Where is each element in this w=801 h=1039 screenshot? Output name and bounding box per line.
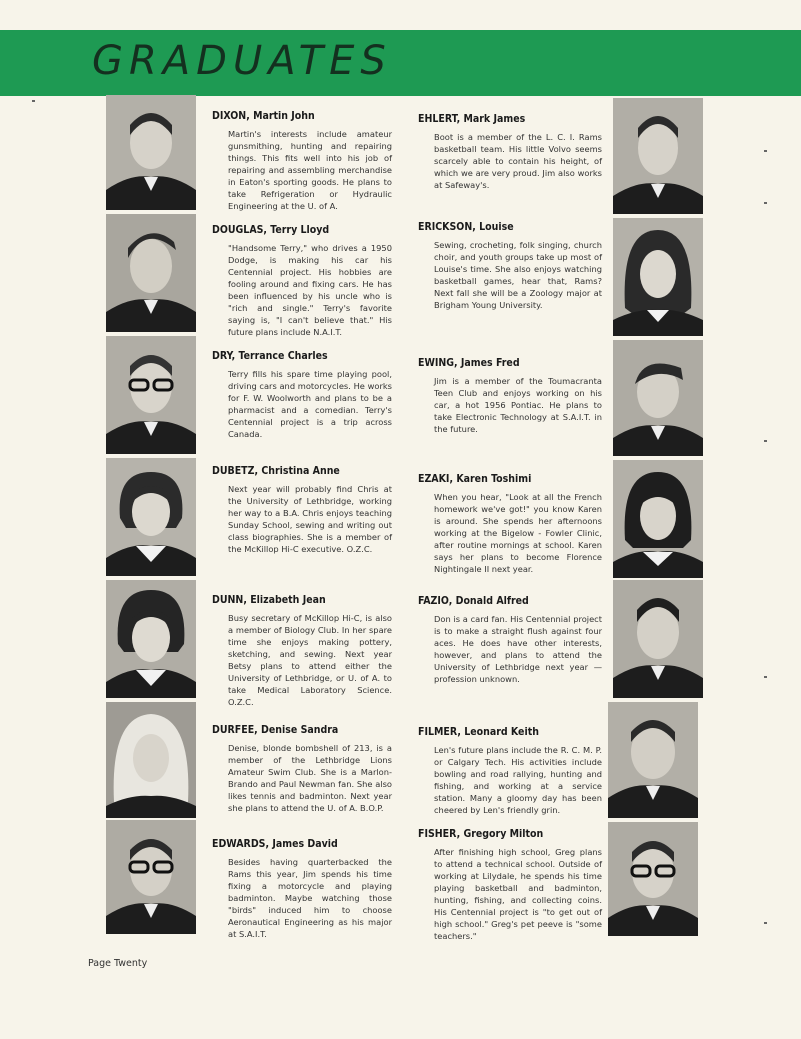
graduate-entry [212,350,392,440]
graduate-entry [418,221,602,311]
portrait-photo-ezaki [613,460,703,578]
graduate-bio: Denise, blonde bombshell of 213, is a member of the Lethbridge Lions Amateur Swim Club. She is a Marlon- Brando and Paul Newman fan. She also likes tennis and badminton. Next year she plans to attend the U. of A. B.O.P. [228,743,392,813]
graduate-bio: Martin's interests include amateur gunsmithing, hunting and repairing things. This fits well into his job of repairing and assembling merchandise in Eaton's sporting goods. He plans to take Refrigeration or Hydraulic Engineering at the U. of A. [228,129,392,211]
graduate-bio: Busy secretary of McKillop Hi-C, is also a member of Biology Club. In her spare time she enjoys making pottery, sketching, and sewing. Next year Betsy plans to attend either the University of Lethbridge, or U. of A. to take Medical Laboratory Science. O.Z.C. [228,613,392,707]
graduate-name: DUNN, Elizabeth Jean [212,594,326,606]
portrait-photo-douglas [106,214,196,332]
paper-speck [764,150,767,152]
graduate-entry [418,726,602,816]
graduate-bio: Terry fills his spare time playing pool, driving cars and motorcycles. He works for F. W. Woolworth and plans to be a pharmacist and a comedian. Terry's Centennial project is a trip across Canada. [228,369,392,439]
page-title: GRADUATES [92,38,392,84]
graduate-bio: Sewing, crocheting, folk singing, church choir, and youth groups take up most of Louise's time. She also enjoys watching basketball games, hear that, Rams? Next fall she will be a Zoology major at Brigham Young University. [434,240,602,310]
graduate-name: ERICKSON, Louise [418,221,514,233]
graduate-bio: Jim is a member of the Toumacranta Teen Club and enjoys working on his car, a hot 1956 Pontiac. He plans to take Electronic Technology at S.A.I.T. in the future. [434,376,602,434]
portrait-photo-ewing [613,340,703,456]
graduate-entry [418,828,602,942]
portrait-photo-ehlert [613,98,703,214]
portrait-photo-edwards [106,820,196,934]
graduate-bio: After finishing high school, Greg plans to attend a technical school. Outside of working at Lilydale, he spends his time playing basketball and badminton, hunting, fishing, and collecting coins. His Centennial project is "to get out of high school." Greg's pet peeve is "some teachers." [434,847,602,941]
graduate-entry [212,110,392,212]
portrait-photo-durfee [106,702,196,818]
graduate-entry [418,357,602,435]
graduate-entry [418,595,602,685]
graduate-name: EDWARDS, James David [212,838,338,850]
graduate-name: DUBETZ, Christina Anne [212,465,340,477]
graduate-name: FILMER, Leonard Keith [418,726,539,738]
paper-speck [764,440,767,442]
paper-speck [764,202,767,204]
graduate-name: DRY, Terrance Charles [212,350,328,362]
graduate-name: FAZIO, Donald Alfred [418,595,529,607]
paper-speck [764,676,767,678]
graduate-entry [212,224,392,338]
portrait-photo-fisher [608,822,698,936]
paper-speck [764,922,767,924]
portrait-photo-dixon [106,95,196,210]
graduate-bio: When you hear, "Look at all the French homework we've got!" you know Karen is around. She spends her afternoons working at the Bigelow - Fowler Clinic, after routine mornings at school. Karen says her plans to become Florence Nightingale II next year. [434,492,602,574]
graduate-name: EHLERT, Mark James [418,113,526,125]
graduate-bio: Don is a card fan. His Centennial project is to make a straight flush against four aces. He does have other interests, however, and plans to attend the University of Lethbridge next year — profession unknown. [434,614,602,684]
portrait-photo-dunn [106,580,196,698]
graduate-entry [212,724,392,814]
graduate-bio: Besides having quarterbacked the Rams this year, Jim spends his time fixing a motorcycle and playing badminton. Maybe watching those "birds" induced him to choose Aeronautical Engineering as his major at S.A.I.T. [228,857,392,939]
graduate-name: FISHER, Gregory Milton [418,828,544,840]
graduate-entry [418,473,602,575]
graduate-entry [212,838,392,940]
graduate-entry [212,594,392,708]
portrait-photo-erickson [613,218,703,336]
portrait-photo-fazio [613,580,703,698]
portrait-photo-filmer [608,702,698,818]
portrait-photo-dubetz [106,458,196,576]
graduate-name: DURFEE, Denise Sandra [212,724,339,736]
graduate-name: EWING, James Fred [418,357,520,369]
graduate-bio: "Handsome Terry," who drives a 1950 Dodge, is making his car his Centennial project. His hobbies are fooling around and fixing cars. He has been influenced by his uncle who is "rich and single." Terry's favorite saying is, "I can't believe that." His future plans include N.A.I.T. [228,243,392,337]
graduate-name: DIXON, Martin John [212,110,315,122]
page-number: Page Twenty [88,958,148,969]
graduate-bio: Next year will probably find Chris at the University of Lethbridge, working her way to a B.A. Chris enjoys teaching Sunday School, sewing and writing out class biographies. She is a member of the McKillop Hi-C executive. O.Z.C. [228,484,392,554]
graduate-name: EZAKI, Karen Toshimi [418,473,532,485]
graduate-entry [212,465,392,555]
graduate-entry [418,113,602,191]
portrait-photo-dry [106,336,196,454]
paper-speck [32,100,35,102]
graduate-name: DOUGLAS, Terry Lloyd [212,224,330,236]
graduate-bio: Boot is a member of the L. C. I. Rams basketball team. His little Volvo seems scarcely able to contain his height, of which we are very proud. Jim also works at Safeway's. [434,132,602,190]
graduate-bio: Len's future plans include the R. C. M. P. or Calgary Tech. His activities include bowling and road rallying, hunting and fishing, and working at a service station. Many a gloomy day has been cheered by Len's friendly grin. [434,745,602,815]
